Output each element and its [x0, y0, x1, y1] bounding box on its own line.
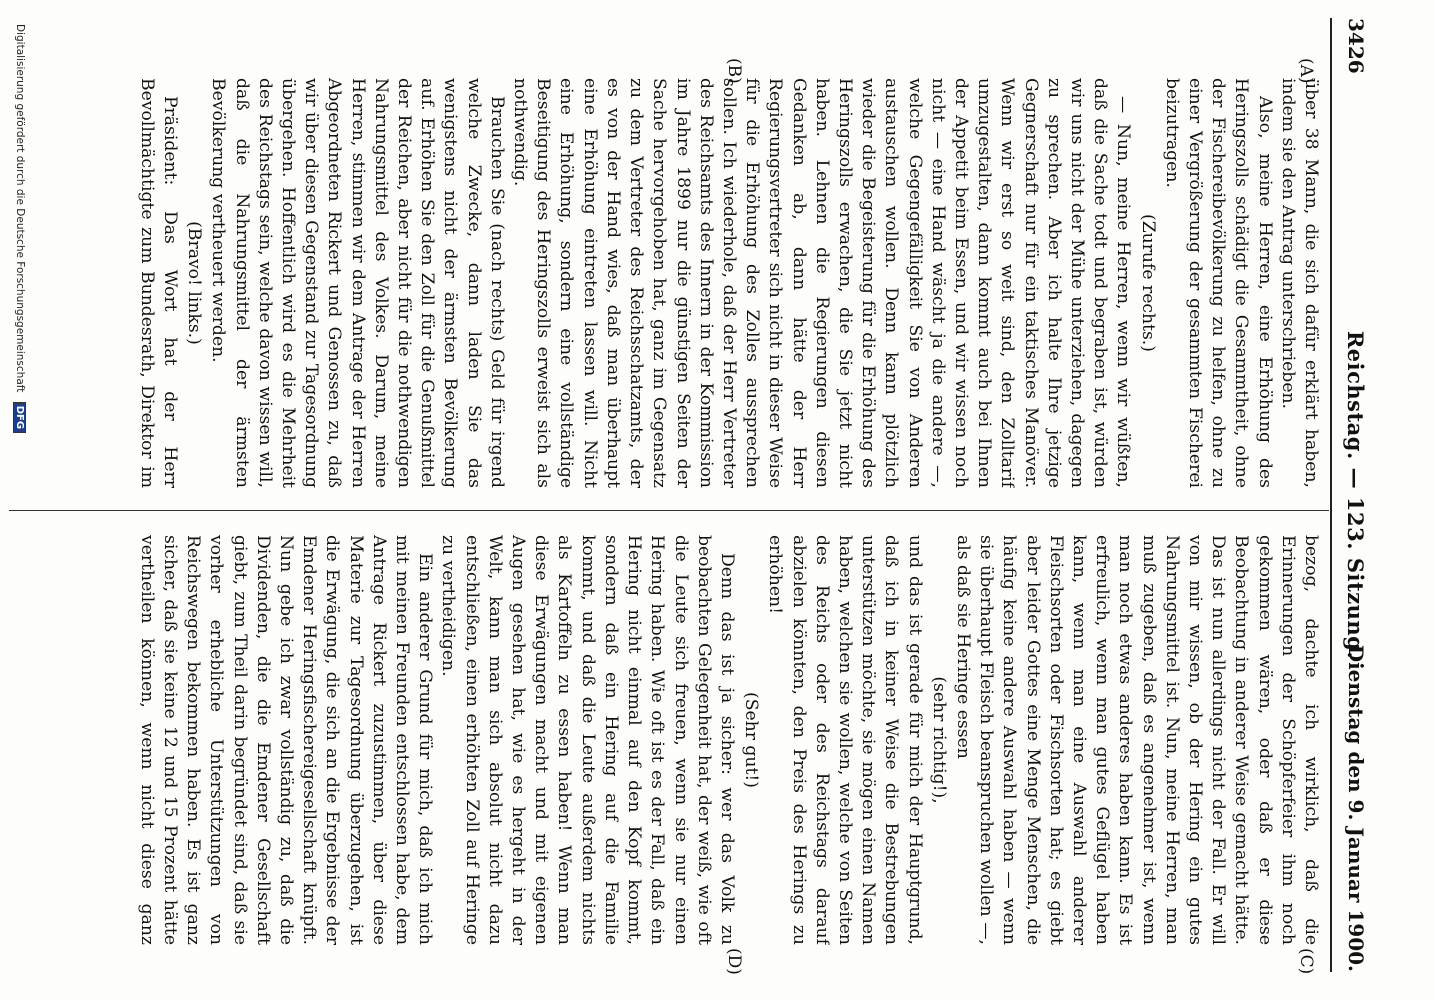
page-header — [1334, 18, 1394, 972]
right-text-column — [134, 535, 1322, 945]
paragraph: Präsident: Das Wort hat der Herr Bevollmächtigte zum Bundesrath, Direktor im — [136, 78, 181, 488]
paragraph: Denn das ist ja sicher: wer das Volk zu beobachten Gelegenheit hat, der weiß, wie oft die Leute sich freuen, wenn sie nur einen Hering haben. Wie oft ist es der Fall, daß ein Hering nicht einmal auf den Kopf kommt, sondern daß ein Hering auf die Familie kommt, und daß die Leute außerdem nichts als Kartoffeln zu essen haben! Wenn man diese Erwägungen macht und mit eigenen Augen gesehen hat, wie es hergeht in der Welt, kann man sich absolut nicht dazu entschließen, einen erhöhten Zoll auf Heringe zu vertheidigen. — [438, 535, 737, 945]
paragraph: bezog, dachte ich wirklich, daß die Erinnerungen der Schöpferfeier ihm noch gekommen wären, oder daß er diese Beobachtung in anderer Weise gemacht hätte. Das ist nun allerdings nicht der Fall. Er will von mir wissen, ob der Hering ein gutes Nahrungsmittel ist. Nun, meine Herren, man muß zugeben, daß es angenehmer ist, wenn man noch etwas anderes haben kann. Es ist erfreulich, wenn man gutes Geflügel haben kann, wenn man eine Auswahl anderer Fleischsorten oder Fischsorten hat; es giebt aber leider Gottes eine Menge Menschen, die häufig keine andere Auswahl haben — wenn sie überhaupt Fleisch beanspruchen wollen —, als daß sie Heringe essen — [952, 535, 1321, 945]
paragraph: über 38 Mann, die sich dafür erklärt haben, indem sie den Antrag unterschrieben. — [1277, 78, 1321, 488]
margin-marker-b: (B) — [724, 58, 744, 84]
interjection: (Sehr gut!) — [741, 692, 762, 788]
margin-marker-a: (A) — [1296, 58, 1316, 84]
header-rule — [1330, 18, 1332, 972]
margin-marker-c: (C) — [1296, 948, 1316, 975]
header-title: Reichstag. — 123. Sitzung. — [1343, 330, 1368, 660]
margin-marker-d: (D) — [724, 948, 744, 975]
page-number: 3426 — [1344, 18, 1368, 74]
digitization-credit — [13, 24, 26, 433]
interjection: (Bravo! links.) — [184, 221, 205, 345]
paragraph: Ein anderer Grund für mich, daß ich mich mit meinen Freunden entschlossen habe, dem Antrage Rickert zuzustimmen, über diese Materie zur Tagesordnung überzugehen, ist die Erwägung, die sich an die Ergebnisse der Emdener Heringsfischereigesellschaft knüpft. Nun gebe ich zwar vollständig zu, daß die Dividenden, die die Emdener Gesellschaft giebt, zum Theil darin begründet sind, daß sie vorher erhebliche Unterstützungen von Reichswegen bekommen haben. Es ist ganz sicher, daß sie keine 12 und 15 Prozent hätte vertheilen können, wenn nicht diese ganz — [136, 535, 436, 945]
column-divider — [9, 510, 1329, 511]
paragraph: und das ist gerade für mich der Hauptgrund, daß ich in keiner Weise die Bestrebungen unterstützen möchte, sie mögen einen Namen haben, welchen sie wollen, welche von Seiten des Reichs oder des Reichstags darauf abzielen könnten, den Preis des Herings zu erhöhen! — [765, 535, 925, 945]
header-date: Dienstag den 9. Januar 1900. — [1344, 644, 1368, 972]
interjection: (sehr richtig!), — [928, 676, 949, 804]
paragraph: — Nun, meine Herren, wenn wir wüßten, daß die Sache todt und begraben ist, würden wir uns nicht der Mühe unterziehen, dagegen zu sprechen. Aber ich halte Ihre jetzige Gegnerschaft nur für ein taktisches Manöver. Wenn wir erst so weit sind, den Zolltarif umzugestalten, dann kommt auch bei Ihnen der Appetit beim Essen, und wir wissen noch nicht — eine Hand wäscht ja die andere —, welche Gegengefälligkeit Sie von Anderen austauschen wollen. Denn kann plötzlich wieder die Begeisterung für die Erhöhung des Heringszolls erwachen, die Sie jetzt nicht haben. Lehnen die Regierungen diesen Gedanken ab, dann hätte der Herr Regierungsvertreter sich nicht in dieser Weise für die Erhöhung des Zolles aussprechen sollen. Ich wiederhole, daß der Herr Vertreter des Reichsamts des Innern in der Kommission im Jahre 1899 nur die günstigen Seiten der Sache hervorgehoben hat, ganz im Gegensatz zu dem Vertreter des Reichsschatzamts, der es von der Hand wies, daß man überhaupt eine Erhöhung eintreten lassen will. Nicht eine Erhöhung, sondern eine vollständige Beseitigung des Heringszolls erweist sich als nothwendig. — [510, 78, 1134, 488]
dfg-logo: DFG — [13, 402, 26, 433]
paragraph: Brauchen Sie (nach rechts) Geld für irgend welche Zwecke, dann laden Sie das wenigstens nicht der ärmsten Bevölkerung auf. Erhöhen Sie den Zoll für die Genußmittel der Reichen, aber nicht für die nothwendigen Nahrungsmittel des Volkes. Darum, meine Herren, stimmen wir dem Antrage der Herren Abgeordneten Rickert und Genossen zu, daß wir über diesen Gegenstand zur Tagesordnung übergehen. Hoffentlich wird es die Mehrheit des Reichstags sein, welche davon wissen will, daß die Nahrungsmittel der ärmsten Bevölkerung vertheuert werden. — [208, 78, 507, 488]
credit-text: Digitalisierung gefördert durch die Deutsche Forschungsgemeinschaft — [14, 24, 26, 393]
paragraph: Also, meine Herren, eine Erhöhung des Heringszolls schädigt die Gesammtheit, ohne der Fischereibevölkerung zu helfen, ohne zu einer Vergrößerung der gesammten Fischerei beizutragen. — [1161, 78, 1275, 488]
left-text-column — [134, 78, 1322, 488]
interjection: (Zurufe rechts.) — [1137, 214, 1158, 352]
